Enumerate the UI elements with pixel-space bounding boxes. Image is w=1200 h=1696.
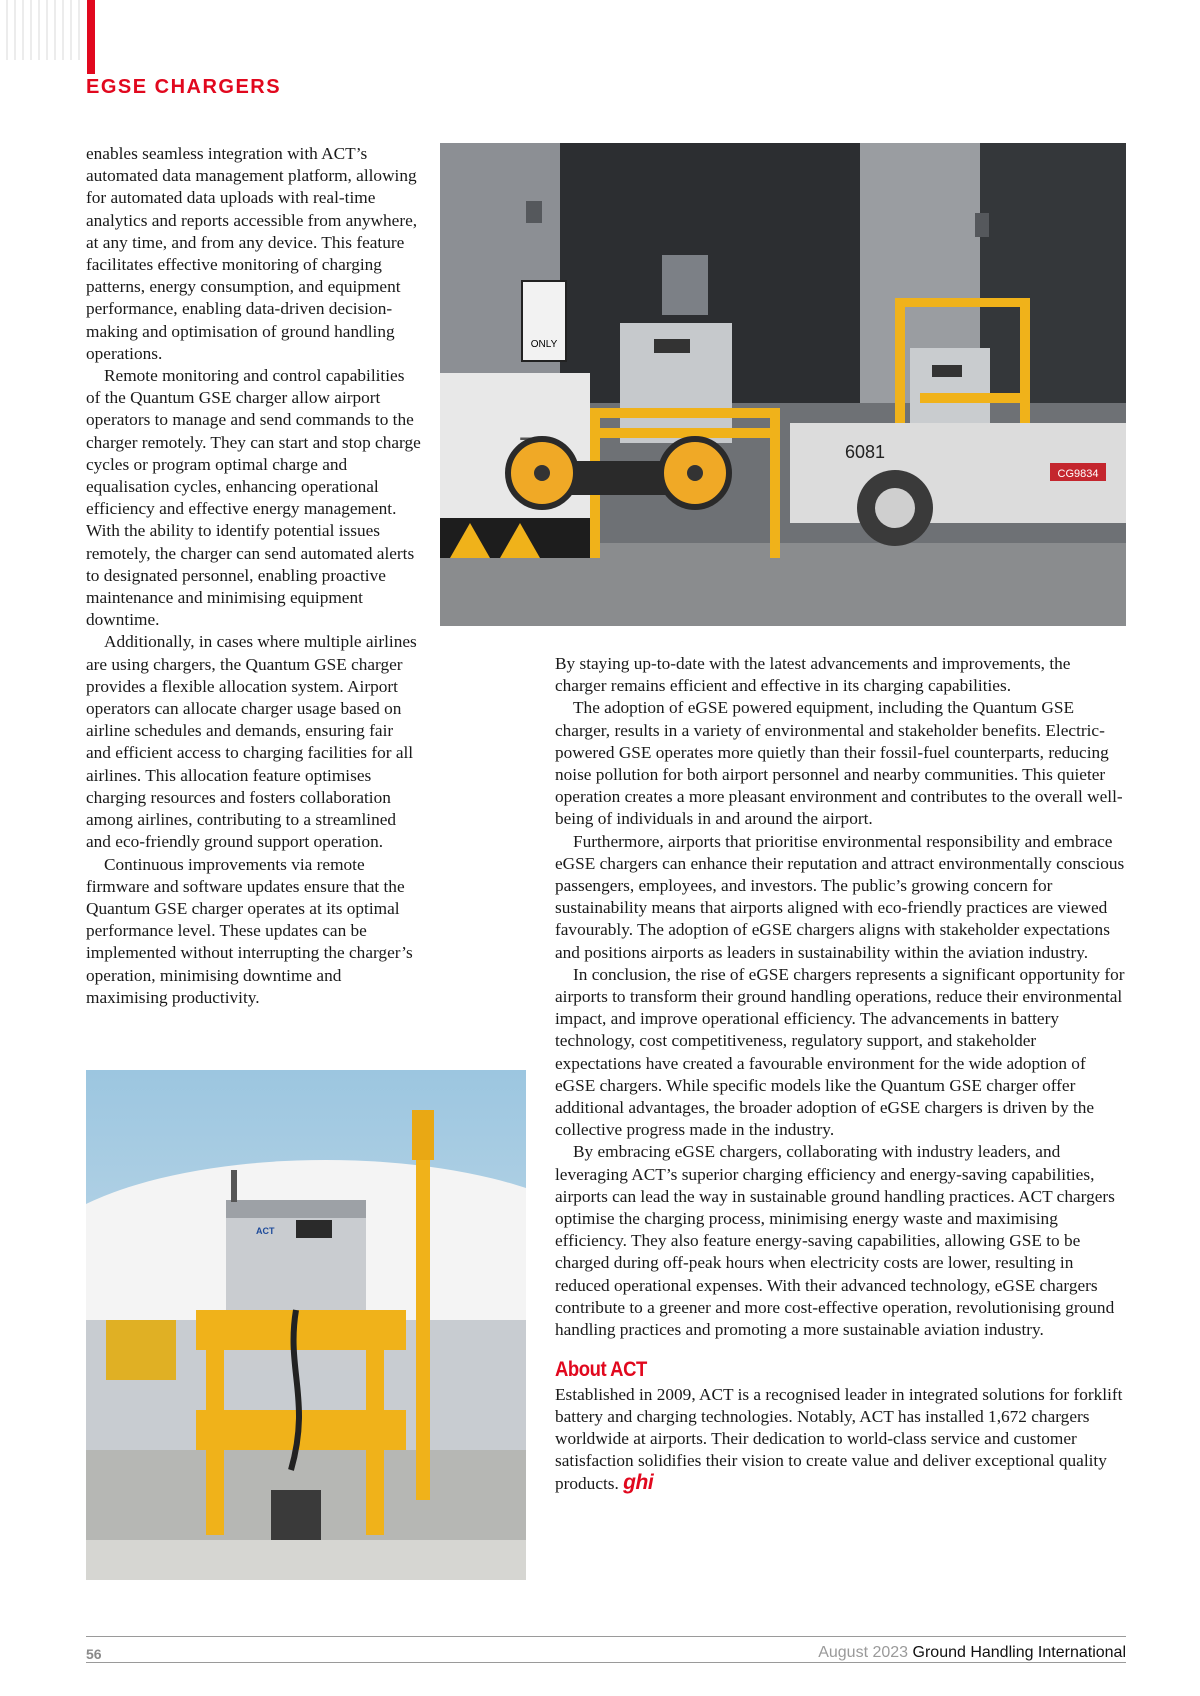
paragraph: Remote monitoring and control capabilities of the Quantum GSE charger allow airport operators to manage and send commands to the charger remotely. They can start and stop charge cycles or program optimal charge and equalisation cycles, enhancing operational efficiency and effective energy management. With the ability to identify potential issues remotely, the charger can send automated alerts to designated personnel, enabling proactive maintenance and minimising equipment downtime.	[86, 366, 421, 630]
section-title: EGSE CHARGERS	[86, 76, 282, 98]
paragraph: By embracing eGSE chargers, collaborating with industry leaders, and leveraging ACT’s superior charging efficiency and energy-saving capabilities, airports can lead the way in sustainable ground handling practices. ACT chargers optimise the charging process, minimising energy waste and maximising efficiency. They also feature energy-saving capabilities, allowing GSE to be charged during off-peak hours when electricity costs are lower, resulting in reduced operational expenses. With their advanced technology, eGSE chargers contribute to a greener and more cost-effective operation, revolutionising ground handling practices and promoting a more sustainable aviation industry.	[555, 1142, 1115, 1340]
about-heading: About ACT	[555, 1358, 647, 1382]
ghi-end-logo: ghi	[623, 1471, 654, 1495]
header-accent-bar	[87, 0, 95, 74]
paragraph: Furthermore, airports that prioritise environmental responsibility and embrace eGSE chargers can enhance their reputation and attract environmentally conscious passengers, employees, and investors. The public’s growing concern for sustainability means that airports aligned with eco-friendly practices are viewed favourably. The adoption of eGSE chargers aligns with stakeholder expectations and positions airports as leaders in sustainability within the aviation industry.	[555, 831, 1125, 962]
footer-publication	[818, 1644, 1126, 1662]
about-text: Established in 2009, ACT is a recognised leader in integrated solutions for forklift battery and charging technologies. Notably, ACT has installed 1,672 chargers worldwide at airports. Their dedication to world-class service and customer satisfaction solidifies their vision to create value and deliver exceptional quality products.	[555, 1384, 1123, 1494]
vehicle-number: 6081	[845, 442, 886, 462]
right-column	[555, 653, 1125, 1496]
photo-chargers-with-tug-image	[440, 143, 1126, 626]
footer-rule	[86, 1636, 1126, 1637]
paragraph: In conclusion, the rise of eGSE chargers represents a significant opportunity for airports to transform their ground handling operations, reduce their environmental impact, and improve operational efficiency. The advancements in battery technology, cost competitiveness, regulatory support, and stakeholder expectations have created a favourable environment for the wide adoption of eGSE chargers. While specific models like the Quantum GSE charger offer additional advantages, the broader adoption of eGSE chargers is driven by the collective progress made in the industry.	[555, 964, 1125, 1140]
paragraph: The adoption of eGSE powered equipment, including the Quantum GSE charger, results in a variety of environmental and stakeholder benefits. Electric-powered GSE operates more quietly than their fossil-fuel counterparts, reducing noise pollution for both airport personnel and nearby communities. This quieter operation creates a more pleasant environment and contributes to the overall well-being of individuals in and around the airport.	[555, 698, 1123, 829]
paragraph: By staying up-to-date with the latest advancements and improvements, the charger remains efficient and effective in its charging capabilities.	[555, 654, 1071, 696]
paragraph: Continuous improvements via remote firmware and software updates ensure that the Quantum GSE charger operates at its optimal performance level. These updates can be implemented without interrupting the charger’s operation, minimising downtime and maximising productivity.	[86, 854, 413, 1007]
page-number: 56	[86, 1646, 102, 1662]
paragraph: Additionally, in cases where multiple airlines are using chargers, the Quantum GSE charger provides a flexible allocation system. Airport operators can allocate charger usage based on airline schedules and demands, ensuring fair and efficient access to charging facilities for all airlines. This allocation feature optimises charging resources and fosters collaboration among airlines, contributing to a streamlined and eco-friendly ground support operation.	[86, 632, 417, 852]
corner-stripes-decoration	[0, 0, 80, 60]
left-column	[86, 143, 421, 1009]
photo-chargers-with-tug	[440, 143, 1126, 626]
issue-date: August 2023	[818, 1644, 909, 1661]
footer-rule-bottom	[86, 1662, 1126, 1663]
paragraph: enables seamless integration with ACT’s automated data management platform, allowing for automated data uploads with real-time analytics and reports accessible from anywhere, at any time, and from any device. This feature facilitates effective monitoring of charging patterns, energy consumption, and equipment performance, enabling data-driven decision-making and optimisation of ground handling operations.	[86, 144, 418, 363]
magazine-name: Ground Handling International	[912, 1644, 1126, 1661]
charger-brand: ACT	[256, 1226, 275, 1236]
photo-charger-with-barrier	[86, 1070, 526, 1580]
vehicle-label: CG9834	[1057, 468, 1099, 480]
about-paragraph	[555, 1384, 1125, 1496]
sign-text: ONLY	[530, 339, 558, 350]
photo-charger-with-barrier-image	[86, 1070, 526, 1580]
